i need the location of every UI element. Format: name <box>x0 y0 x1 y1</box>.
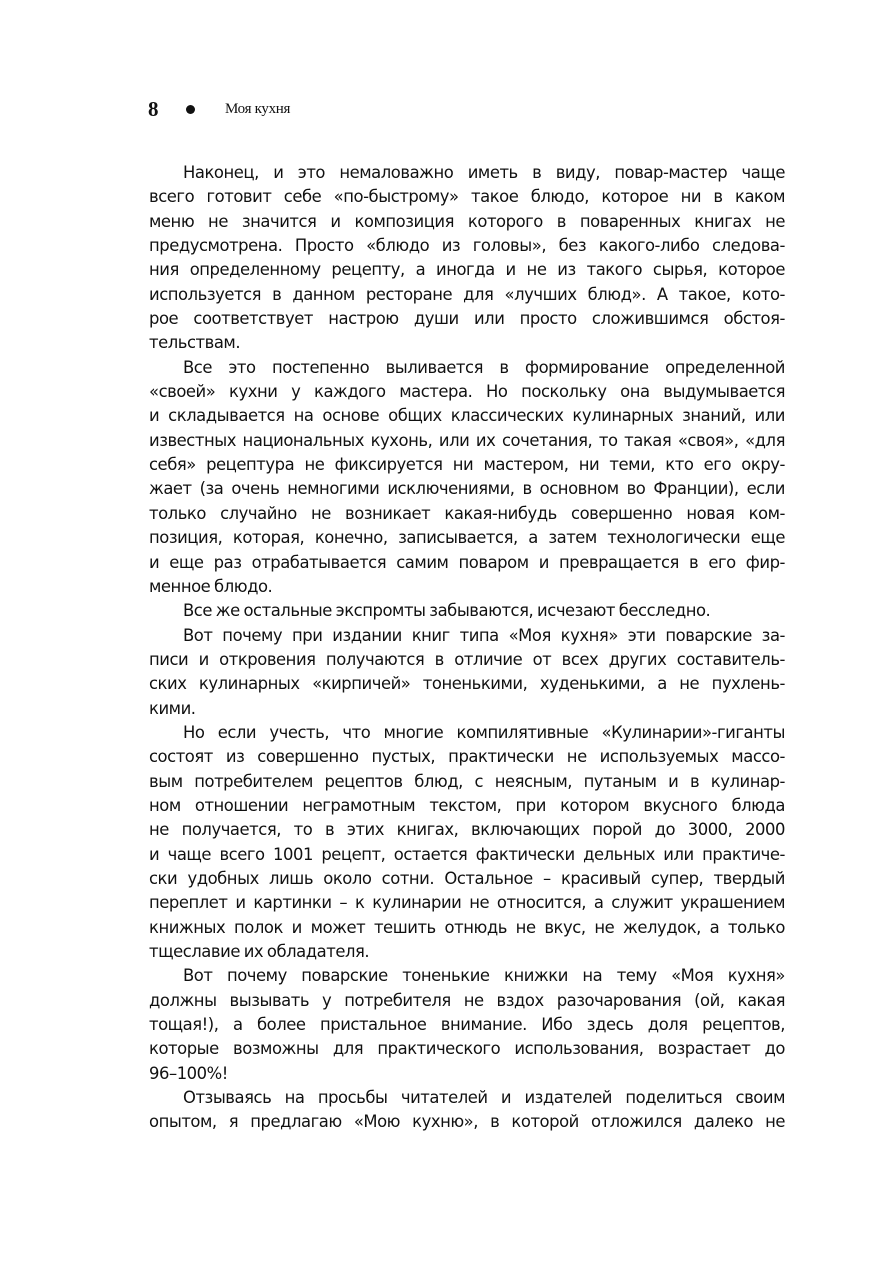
text-line: ски удобных лишь около сотни. Остальное – красивый супер, твердый <box>149 868 785 888</box>
text-line: «своей» кухни у каждого мастера. Но поскольку она выдумывается <box>149 382 785 402</box>
text-line: Вот почему при издании книг типа «Моя кухня» эти поварские за- <box>183 625 785 645</box>
bullet-separator-icon <box>186 105 195 114</box>
text-line: не получается, то в этих книгах, включающих порой до 3000, 2000 <box>149 820 785 840</box>
text-line: состоят из совершенно пустых, практически не используемых массо- <box>149 747 785 767</box>
text-line: всего готовит себе «по-быстрому» такое блюдо, которое ни в каком <box>149 187 785 207</box>
text-line: Все же остальные экспромты забываются, исчезают бесследно. <box>183 601 711 621</box>
paragraph <box>149 356 785 599</box>
text-line: тельствам. <box>149 333 241 353</box>
paragraph <box>149 721 785 964</box>
text-line: должны вызывать у потребителя не вздох разочарования (ой, какая <box>149 990 785 1010</box>
text-line: и складывается на основе общих классических кулинарных знаний, или <box>149 406 785 426</box>
text-line: и чаще всего 1001 рецепт, остается фактически дельных или практиче- <box>149 844 785 864</box>
page-number: 8 <box>148 96 159 121</box>
text-line: вым потребителем рецептов блюд, с неясным, путаным и в кулинар- <box>149 771 785 791</box>
text-line: писи и откровения получаются в отличие от всех других составитель- <box>149 649 785 669</box>
text-line: предусмотрена. Просто «блюдо из головы», без какого-либо следова- <box>149 236 785 256</box>
text-line: тощая!), а более пристальное внимание. Ибо здесь доля рецептов, <box>149 1015 785 1035</box>
page-body-text <box>149 161 785 1135</box>
text-line: ния определенному рецепту, а иногда и не из такого сырья, которое <box>149 260 785 280</box>
text-line: переплет и картинки – к кулинарии не относится, а служит украшением <box>149 893 785 913</box>
text-line: книжных полок и может тешить отнюдь не вкус, не желудок, а только <box>149 917 785 937</box>
paragraph <box>149 161 785 356</box>
text-line: Вот почему поварские тоненькие книжки на тему «Моя кухня» <box>183 966 785 986</box>
paragraph <box>149 599 785 623</box>
text-line: Наконец, и это немаловажно иметь в виду, повар-мастер чаще <box>183 163 785 182</box>
text-line: Но если учесть, что многие компилятивные «Кулинарии»-гиганты <box>183 722 785 742</box>
text-line: Отзываясь на просьбы читателей и издателей поделиться своим <box>183 1088 785 1108</box>
text-line: меню не значится и композиция которого в поваренных книгах не <box>149 211 785 231</box>
text-line: которые возможны для практического использования, возрастает до <box>149 1039 785 1059</box>
text-line: 96–100%! <box>149 1063 228 1083</box>
paragraph <box>149 964 785 1086</box>
text-line: жает (за очень немногими исключениями, в основном во Франции), если <box>149 479 785 499</box>
text-line: кими. <box>149 698 196 718</box>
page-header <box>148 94 290 124</box>
text-line: известных национальных кухонь, или их сочетания, то такая «своя», «для <box>149 430 785 450</box>
text-line: позиция, которая, конечно, записывается, а затем технологически еще <box>149 528 785 548</box>
text-line: используется в данном ресторане для «лучших блюд». А такое, кото- <box>149 284 785 304</box>
text-line: и еще раз отрабатывается самим поваром и превращается в его фир- <box>149 552 785 572</box>
text-line: себя» рецептура не фиксируется ни мастером, ни теми, кто его окру- <box>149 455 785 475</box>
text-line: только случайно не возникает какая-нибудь совершенно новая ком- <box>149 503 785 523</box>
text-line: ских кулинарных «кирпичей» тоненькими, худенькими, а не пухлень- <box>149 674 785 694</box>
text-line: менное блюдо. <box>149 576 273 596</box>
text-line: Все это постепенно выливается в формирование определенной <box>183 357 785 377</box>
text-line: опытом, я предлагаю «Мою кухню», в которой отложился далеко не <box>149 1112 785 1132</box>
paragraph <box>149 1086 785 1135</box>
paragraph <box>149 624 785 721</box>
text-line: рое соответствует настрою души или просто сложившимся обстоя- <box>149 309 785 329</box>
running-title: Моя кухня <box>225 100 291 117</box>
text-line: тщеславие их обладателя. <box>149 942 370 961</box>
text-line: ном отношении неграмотным текстом, при котором вкусного блюда <box>149 795 785 815</box>
